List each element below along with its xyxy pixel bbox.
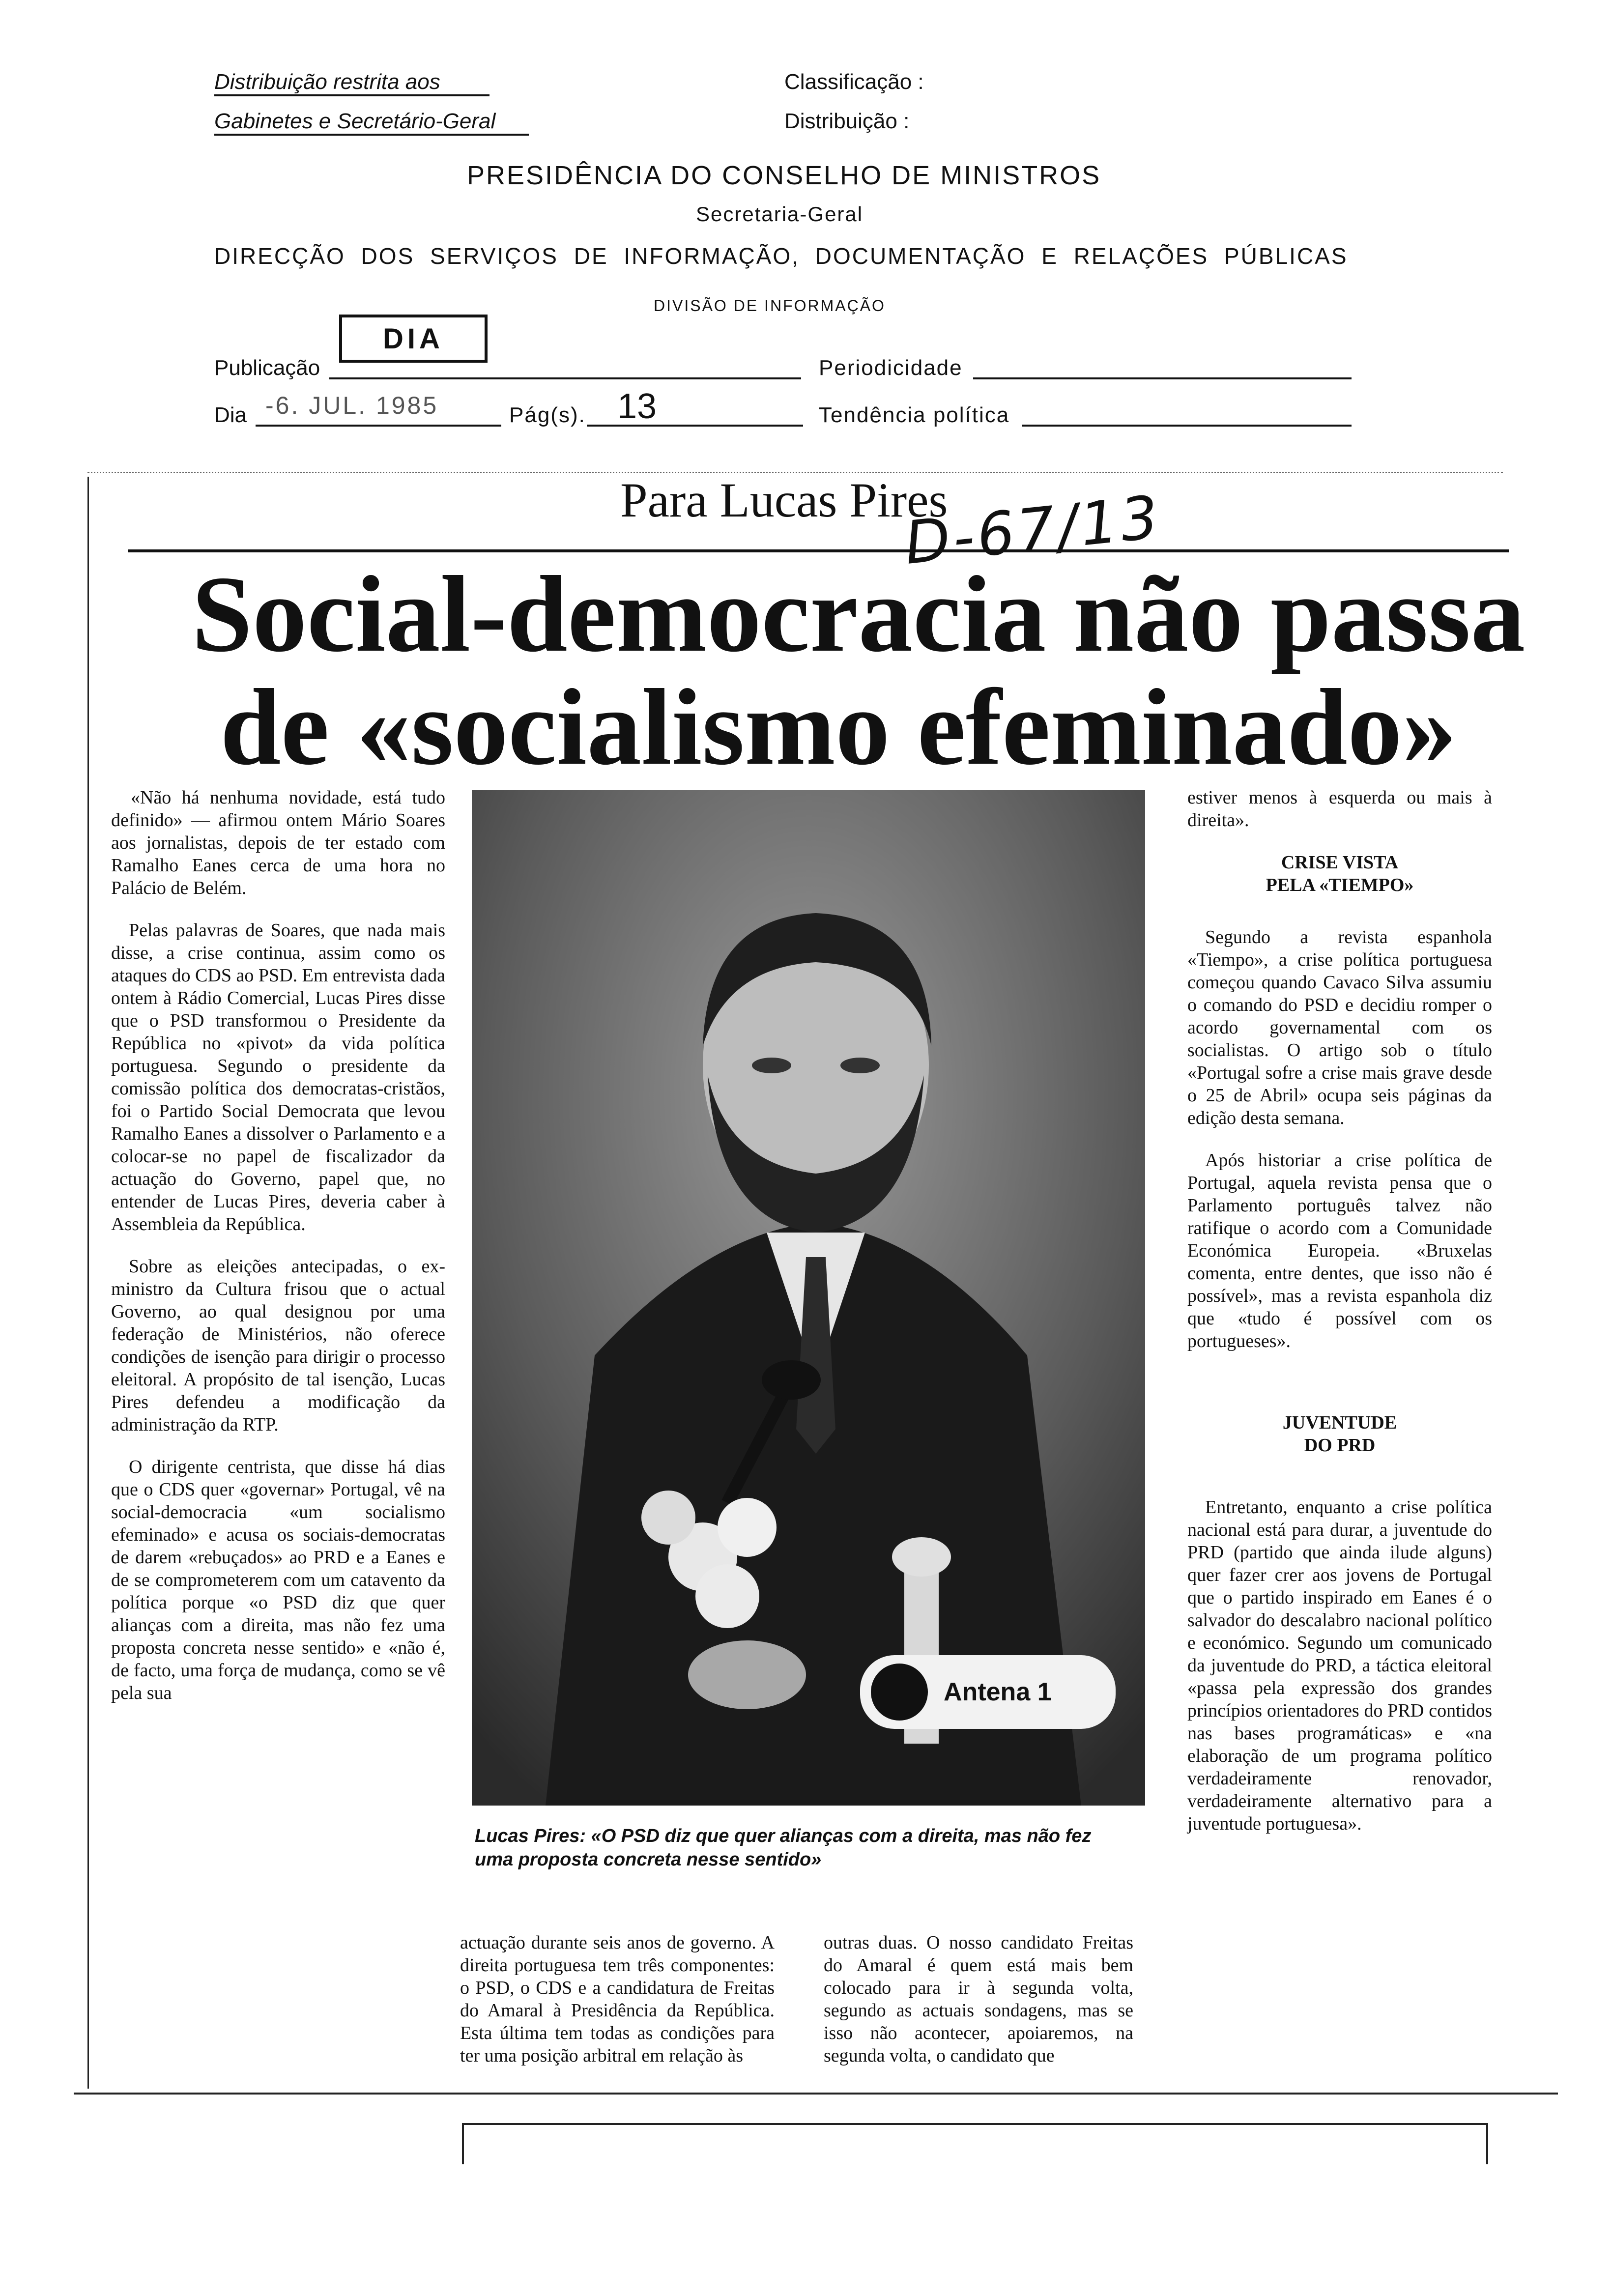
subhead-juventude: JUVENTUDE DO PRD xyxy=(1282,1412,1397,1456)
dia-label: Dia xyxy=(214,403,247,427)
photo-illustration xyxy=(472,790,1145,1806)
subhead-crise: CRISE VISTA PELA «TIEMPO» xyxy=(1266,852,1414,895)
secretaria-heading: Secretaria-Geral xyxy=(696,202,864,226)
mic-badge-label: Antena 1 xyxy=(944,1678,1052,1706)
distribuicao-label: Distribuição : xyxy=(784,109,910,133)
publication-stamp xyxy=(339,315,488,363)
dia-value: -6. JUL. 1985 xyxy=(265,392,439,419)
col4-paragraph: Após historiar a crise política de Portugal, aquela revista pensa que o Parlamento português talvez não ratifique o acordo com a Comunidade Económica Europeia. «Bruxelas comenta, entre dentes, que isso não é possível», mas a revista espanhola diz que «tudo é possível com os portugueses». xyxy=(1187,1150,1492,1351)
col1-paragraph: «Não há nenhuma novidade, está tudo definido» — afirmou ontem Mário Soares aos jornalistas, depois de ter estado com Ramalho Eanes cerca de uma hora no Palácio de Belém. xyxy=(111,787,445,898)
tendencia-field xyxy=(1022,425,1352,427)
kicker-rule xyxy=(128,549,1509,552)
restricted-line-2: Gabinetes e Secretário-Geral xyxy=(214,109,529,136)
clipping-left-edge xyxy=(87,477,89,2089)
bracket-frame xyxy=(462,2123,1488,2164)
divisao-heading: DIVISÃO DE INFORMAÇÃO xyxy=(654,297,886,315)
col2-paragraph: actuação durante seis anos de governo. A direita portuguesa tem três componentes: o PSD, o CDS e a candidatura de Freitas do Amaral à Presidência da República. Esta última tem todas as condições para ter uma posição arbitral em relação às xyxy=(460,1932,775,2066)
restricted-line-1: Distribuição restrita aos xyxy=(214,70,489,96)
stamp-text: DIA xyxy=(383,322,444,355)
dia-field xyxy=(256,425,501,427)
periodicidade-field xyxy=(973,377,1352,379)
kicker: Para Lucas Pires xyxy=(620,473,948,527)
publicacao-label: Publicação xyxy=(214,356,320,380)
col4-paragraph: Segundo a revista espanhola «Tiempo», a crise política portuguesa começou quando Cavaco Silva assumiu o comando do PSD e decidiu romper o acordo governamental com os socialistas. O artigo sob o título «Portugal sofre a crise mais grave desde o 25 de Abril» ocupa seis páginas da edição desta semana. xyxy=(1187,927,1492,1128)
col4-paragraph: Entretanto, enquanto a crise política nacional está para durar, a juventude do PRD (partido que ainda ilude alguns) quer fazer crer aos jovens de Portugal que o partido inspirado em Eanes é o salvador do descalabro nacional político e económico. Segundo um comunicado da juventude do PRD, a táctica eleitoral «passa pela expressão dos grandes princípios orientadores do PRD contidos nas bases programáticas» e «na elaboração de um programa político verdadeiramente renovador, verdadeiramente alternativo para a juventude portuguesa». xyxy=(1187,1497,1492,1834)
col1-paragraph: Sobre as eleições antecipadas, o ex-ministro da Cultura frisou que o actual Governo, ao qual designou por uma federação de Ministérios, não oferece condições de isenção para dirigir o processo eleitoral. A propósito de tal isenção, Lucas Pires defendeu a modificação da administração da RTP. xyxy=(111,1256,445,1435)
col4-paragraph: estiver menos à esquerda ou mais à direita». xyxy=(1187,787,1492,831)
clipping-bottom-rule xyxy=(74,2093,1558,2095)
article-column-3 xyxy=(824,1931,1133,2087)
office-heading: PRESIDÊNCIA DO CONSELHO DE MINISTROS xyxy=(467,161,1101,190)
col3-paragraph: outras duas. O nosso candidato Freitas do Amaral é quem está mais bem colocado para ir à segunda volta, segundo as actuais sondagens, mas se isso não acontecer, apoiaremos, na segunda volta, o candidato que xyxy=(824,1932,1133,2066)
article-column-1 xyxy=(111,786,445,1724)
periodicidade-label: Periodicidade xyxy=(819,356,963,380)
headline-line-2: de «socialismo efeminado» xyxy=(220,667,1457,788)
headline-line-1: Social-democracia não passa xyxy=(192,554,1526,675)
publicacao-field xyxy=(329,377,801,379)
classificacao-label: Classificação : xyxy=(784,70,924,94)
col1-paragraph: Pelas palavras de Soares, que nada mais disse, a crise continua, assim como os ataques do CDS ao PSD. Em entrevista dada ontem à Rádio Comercial, Lucas Pires disse que o PSD transformou o Presidente da República no «pivot» da vida política portuguesa. Segundo o presidente da comissão política dos democratas-cristãos, foi o Partido Social Democrata que levou Ramalho Eanes a dissolver o Parlamento e a colocar-se no papel de fiscalizador da actuação do Governo, papel que, no entender de Lucas Pires, deveria caber à Assembleia da República. xyxy=(111,920,445,1234)
photo-caption: Lucas Pires: «O PSD diz que quer alianças com a direita, mas não fez uma proposta concreta nesse sentido» xyxy=(475,1826,1092,1870)
handwritten-reference: D-67/13 xyxy=(901,483,1165,578)
pags-value: 13 xyxy=(617,387,657,426)
tendencia-label: Tendência política xyxy=(819,403,1010,427)
photo-lucas-pires xyxy=(472,790,1145,1806)
pags-label: Pág(s). xyxy=(509,403,586,427)
article-column-2 xyxy=(460,1931,775,2087)
col1-paragraph: O dirigente centrista, que disse há dias que o CDS quer «governar» Portugal, vê na social-democracia «um socialismo efeminado» e acusa os sociais-democratas de darem «rebuçados» ao PRD e a Eanes e de se comprometerem com um catavento da política porque «o PSD diz que quer alianças com a direita, mas não fez uma proposta concreta nesse sentido» e «não é, de facto, uma força de mudança, como se vê pela sua xyxy=(111,1457,445,1703)
article-column-4 xyxy=(1187,786,1492,1855)
direccao-heading: DIRECÇÃO DOS SERVIÇOS DE INFORMAÇÃO, DOCUMENTAÇÃO E RELAÇÕES PÚBLICAS xyxy=(214,243,1348,269)
